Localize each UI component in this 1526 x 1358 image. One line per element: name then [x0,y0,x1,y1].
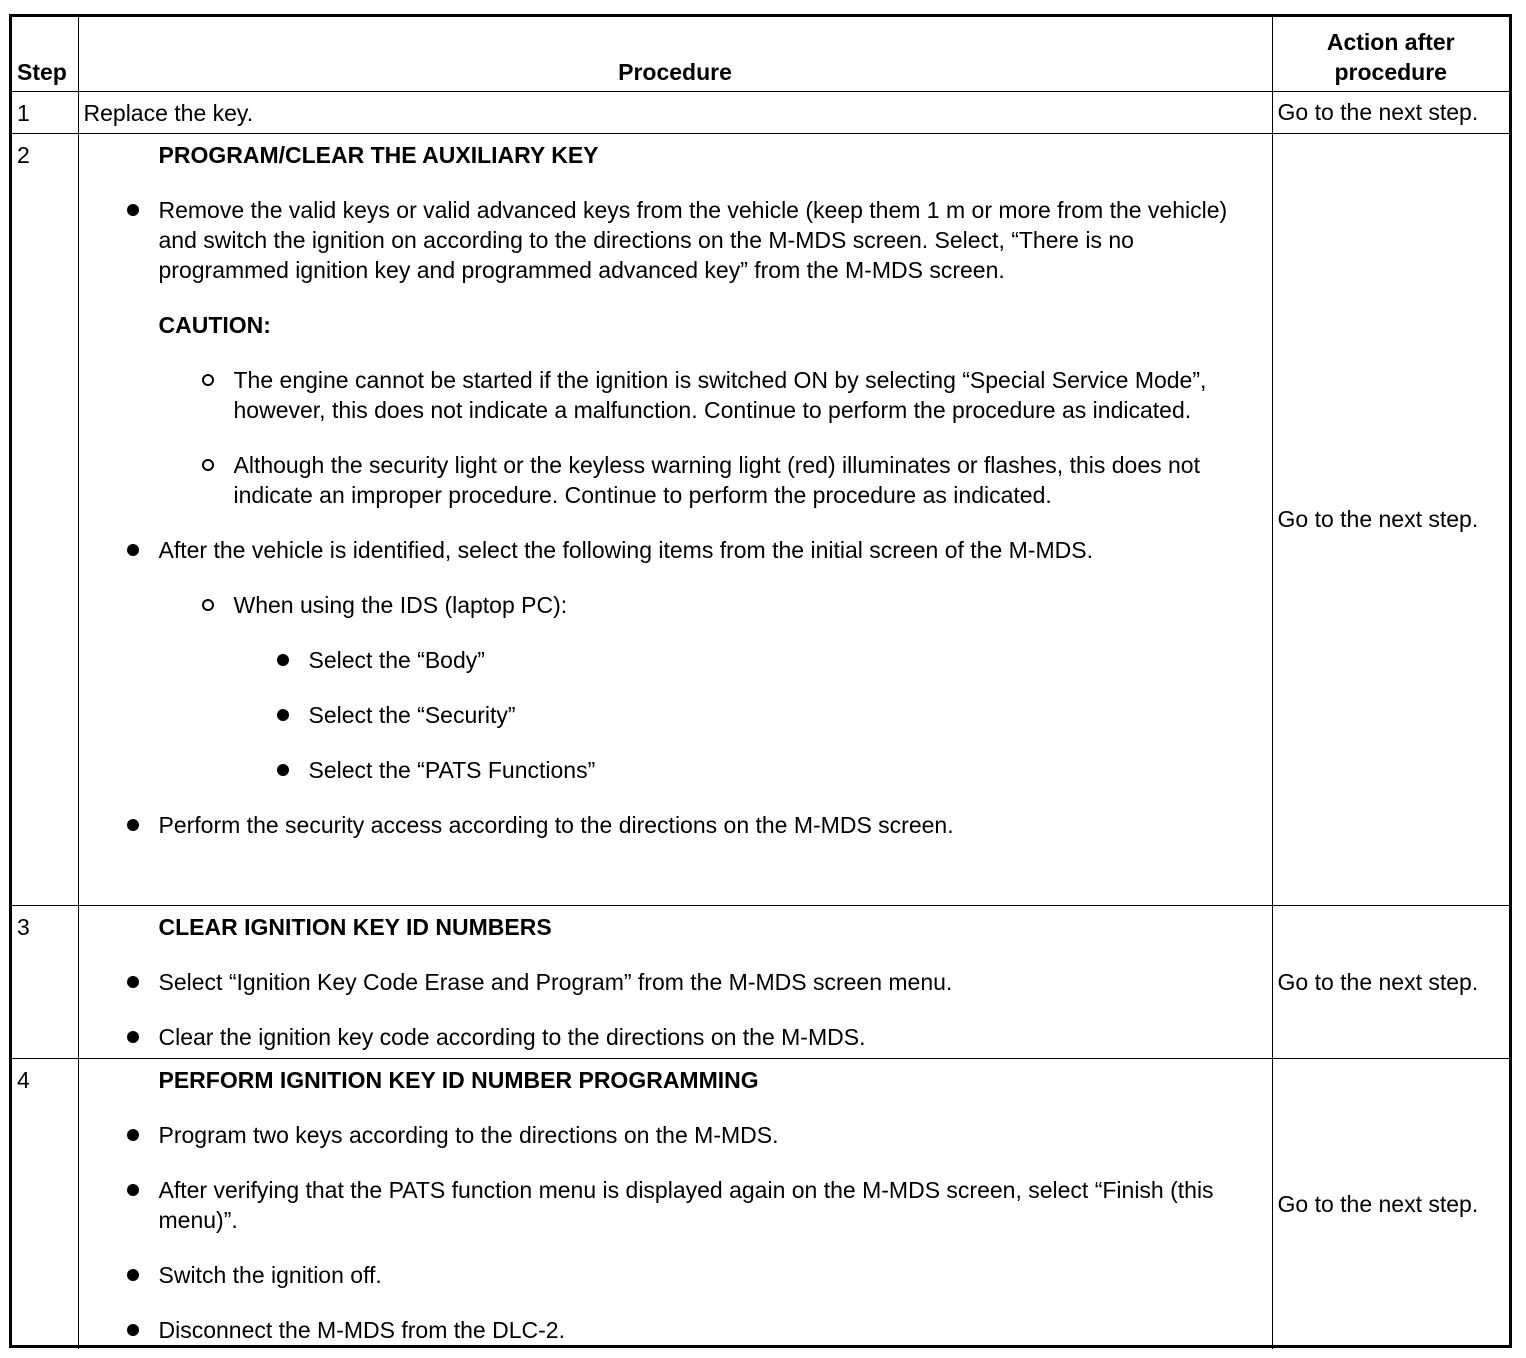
table-row-step-3 [12,905,1509,1058]
table-row-step-2 [12,133,1509,905]
list-item: When using the IDS (laptop PC): [79,590,1264,620]
table-row-step-1 [12,91,1509,133]
bullet-icon [127,1324,139,1336]
bullet-icon [127,1129,139,1141]
procedure-table [12,17,1509,1349]
list-item: Perform the security access according to the directions on the M-MDS screen. [79,810,1264,840]
caution-label: CAUTION: [158,311,271,338]
action-text: Go to the next step. [1272,905,1509,1058]
action-text: Go to the next step. [1272,91,1509,133]
bullet-icon [127,544,139,556]
table-row-step-4 [12,1058,1509,1349]
list-item: Select “Ignition Key Code Erase and Program” from the M-MDS screen menu. [79,967,1264,997]
procedure-list [79,1120,1264,1345]
bullet-icon [127,1269,139,1281]
list-item: After the vehicle is identified, select the following items from the initial screen of the M-MDS. [79,535,1264,565]
step-heading: CLEAR IGNITION KEY ID NUMBERS [158,913,552,940]
header-action-line-1: Action after [1326,28,1455,55]
action-text: Go to the next step. [1272,1058,1509,1349]
procedure-text: Replace the key. [83,99,254,126]
bullet-icon [277,654,289,666]
bullet-icon [127,976,139,988]
list-item: Program two keys according to the directions on the M-MDS. [79,1120,1264,1150]
action-text: Go to the next step. [1272,133,1509,905]
header-row [12,17,1509,91]
step-heading: PERFORM IGNITION KEY ID NUMBER PROGRAMMING [158,1066,759,1093]
list-item: Select the “Body” [79,645,1264,675]
circle-bullet-icon [202,599,214,611]
procedure-list [79,967,1264,1052]
list-item: Although the security light or the keyless warning light (red) illuminates or flashes, this does not indicate an improper procedure. Continue to perform the procedure as indicated. [79,450,1264,510]
list-item: Disconnect the M-MDS from the DLC-2. [79,1315,1264,1345]
list-item: After verifying that the PATS function menu is displayed again on the M-MDS screen, select “Finish (this menu)”. [79,1175,1264,1235]
header-action [1272,17,1509,91]
bullet-icon [277,709,289,721]
circle-bullet-icon [202,374,214,386]
step-number: 3 [12,905,78,1058]
bullet-icon [127,1031,139,1043]
step-heading: PROGRAM/CLEAR THE AUXILIARY KEY [158,141,599,168]
step-number: 4 [12,1058,78,1349]
procedure-list [79,195,1264,840]
bullet-icon [277,764,289,776]
list-item: Select the “PATS Functions” [79,755,1264,785]
step-number: 1 [12,91,78,133]
header-procedure: Procedure [78,17,1272,91]
bullet-icon [127,819,139,831]
header-action-line-2: procedure [1334,58,1447,85]
list-item: Select the “Security” [79,700,1264,730]
bullet-icon [127,204,139,216]
list-item: Remove the valid keys or valid advanced keys from the vehicle (keep them 1 m or more from the vehicle) and switch the ignition on according to the directions on the M-MDS screen. Select, “There is no programmed ignition key and programmed advanced key” from the M-MDS screen. [79,195,1264,285]
list-item: The engine cannot be started if the ignition is switched ON by selecting “Special Service Mode”, however, this does not indicate a malfunction. Continue to perform the procedure as indicated. [79,365,1264,425]
step-number: 2 [12,133,78,905]
list-item: Clear the ignition key code according to the directions on the M-MDS. [79,1022,1264,1052]
circle-bullet-icon [202,459,214,471]
procedure-table-frame [9,14,1512,1348]
bullet-icon [127,1184,139,1196]
header-step: Step [12,17,78,91]
list-item: Switch the ignition off. [79,1260,1264,1290]
